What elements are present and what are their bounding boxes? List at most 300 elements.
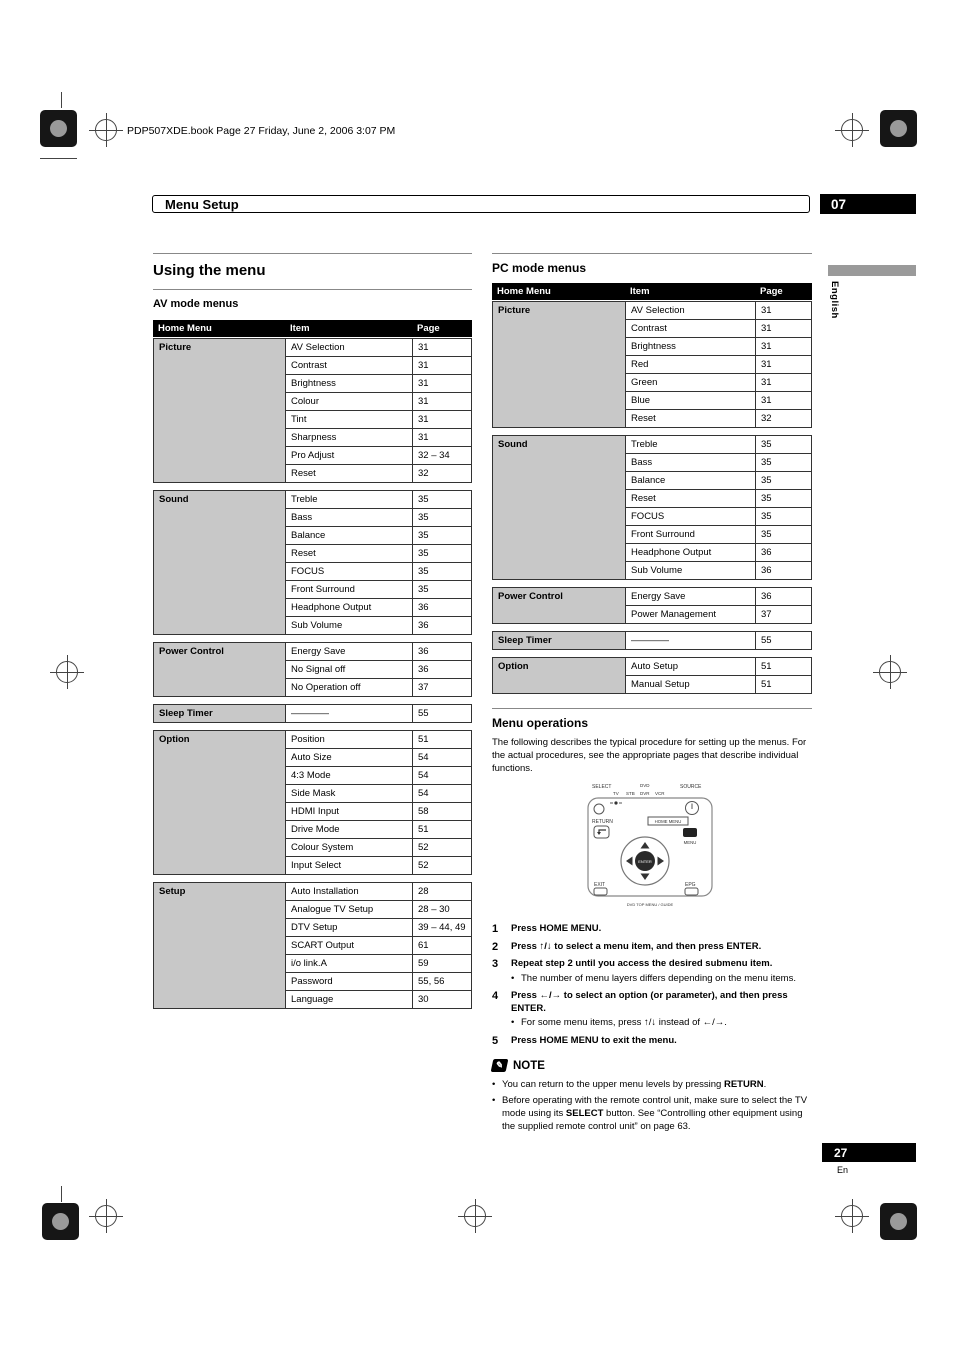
item-cell: Manual Setup bbox=[626, 676, 756, 693]
page-cell: 36 bbox=[418, 664, 429, 675]
page-cell: 28 – 30 bbox=[418, 904, 450, 915]
table-row bbox=[626, 632, 811, 649]
page-cell: 32 bbox=[761, 413, 772, 424]
bullet: • bbox=[492, 1079, 496, 1090]
page-cell: 54 bbox=[418, 788, 429, 799]
page-cell: 52 bbox=[418, 860, 429, 871]
registration-mark-square bbox=[880, 110, 917, 147]
table-row bbox=[286, 509, 471, 527]
return-label: RETURN bbox=[592, 819, 613, 825]
page-cell: 31 bbox=[418, 378, 429, 389]
step-body bbox=[511, 923, 812, 936]
item-cell: SCART Output bbox=[286, 937, 413, 954]
table-group bbox=[492, 657, 812, 694]
step-text: Press HOME MENU to exit the menu. bbox=[511, 1034, 677, 1046]
left-column bbox=[153, 253, 472, 1009]
item-cell: Pro Adjust bbox=[286, 447, 413, 464]
bullet: • bbox=[511, 1017, 515, 1028]
page-cell: 31 bbox=[418, 432, 429, 443]
step-text: Press ↑/↓ to select a menu item, and then press ENTER. bbox=[511, 940, 762, 952]
group-label: Sleep Timer bbox=[154, 705, 286, 722]
group-rows bbox=[286, 643, 471, 696]
crosshair-ring bbox=[879, 661, 901, 683]
registration-ball bbox=[890, 1213, 907, 1230]
group-rows bbox=[626, 302, 811, 427]
step-text: Repeat step 2 until you access the desired submenu item. bbox=[511, 958, 773, 969]
page-cell: 36 bbox=[418, 620, 429, 631]
page-cell: 35 bbox=[418, 548, 429, 559]
item-cell: Balance bbox=[626, 472, 756, 489]
table-row bbox=[286, 643, 471, 661]
page-cell: 35 bbox=[761, 493, 772, 504]
column-header: Item bbox=[290, 323, 310, 334]
group-rows bbox=[286, 491, 471, 634]
group-rows bbox=[286, 339, 471, 482]
page-cell: 31 bbox=[761, 323, 772, 334]
table-row bbox=[286, 767, 471, 785]
table-row bbox=[626, 454, 811, 472]
page-cell: 61 bbox=[418, 940, 429, 951]
item-cell: Sub Volume bbox=[626, 562, 756, 579]
page-cell: 55 bbox=[418, 708, 429, 719]
table-group bbox=[153, 882, 472, 1009]
table-row bbox=[286, 545, 471, 563]
note-title: NOTE bbox=[513, 1059, 545, 1072]
return-button bbox=[594, 826, 609, 838]
table-row bbox=[626, 526, 811, 544]
table-group bbox=[153, 490, 472, 635]
tv-label: TV bbox=[613, 791, 619, 796]
page-cell: 51 bbox=[418, 824, 429, 835]
item-cell: Brightness bbox=[626, 338, 756, 355]
table-row bbox=[626, 436, 811, 454]
item-cell: Sharpness bbox=[286, 429, 413, 446]
page-cell: 37 bbox=[418, 682, 429, 693]
page-cell: 35 bbox=[761, 475, 772, 486]
item-cell: Reset bbox=[286, 465, 413, 482]
page-cell: 51 bbox=[418, 734, 429, 745]
menu-label: MENU bbox=[683, 840, 697, 845]
table-row bbox=[286, 411, 471, 429]
item-cell: Treble bbox=[286, 491, 413, 508]
crosshair-ring bbox=[464, 1205, 486, 1227]
crosshair-mark bbox=[835, 113, 869, 147]
page-cell: 32 bbox=[418, 468, 429, 479]
up-arrow-icon bbox=[641, 842, 650, 849]
item-cell: Tint bbox=[286, 411, 413, 428]
item-cell: Auto Installation bbox=[286, 883, 413, 900]
note-header bbox=[492, 1059, 812, 1072]
dvr-label: DVR bbox=[640, 791, 650, 796]
menu-operations-intro: The following describes the typical procedure for setting up the menus. For the actual procedures, see the appropriate pages that describe individual functions. bbox=[492, 737, 807, 774]
registration-ball bbox=[50, 120, 67, 137]
page-cell: 31 bbox=[418, 342, 429, 353]
step-body bbox=[511, 1035, 812, 1048]
page-number-badge: 27 bbox=[822, 1143, 916, 1162]
column-header: Item bbox=[630, 286, 650, 297]
step-body bbox=[511, 958, 812, 985]
step-2 bbox=[492, 941, 812, 954]
table-row bbox=[626, 490, 811, 508]
trim-mark bbox=[61, 1186, 62, 1202]
item-cell: Brightness bbox=[286, 375, 413, 392]
registration-ball bbox=[890, 120, 907, 137]
step-number: 1 bbox=[492, 923, 499, 935]
crosshair-ring bbox=[56, 661, 78, 683]
page-cell: 35 bbox=[761, 439, 772, 450]
item-cell: Auto Size bbox=[286, 749, 413, 766]
table-header-row bbox=[492, 283, 812, 300]
table-row bbox=[286, 705, 471, 722]
column-header: Page bbox=[760, 286, 783, 297]
print-header: PDP507XDE.book Page 27 Friday, June 2, 2006 3:07 PM bbox=[127, 125, 396, 137]
page-cell: 35 bbox=[761, 457, 772, 468]
page-cell: 31 bbox=[418, 414, 429, 425]
page-cell: 54 bbox=[418, 752, 429, 763]
item-cell: Contrast bbox=[626, 320, 756, 337]
group-label: Picture bbox=[154, 339, 286, 482]
exit-button bbox=[594, 888, 607, 895]
remote-control-svg bbox=[582, 779, 722, 917]
step-body bbox=[511, 941, 812, 954]
group-label: Option bbox=[154, 731, 286, 874]
crosshair-mark bbox=[89, 1199, 123, 1233]
table-row bbox=[286, 599, 471, 617]
note-icon: ✎ bbox=[491, 1059, 509, 1072]
table-row bbox=[626, 658, 811, 676]
item-cell: Reset bbox=[626, 490, 756, 507]
table-row bbox=[286, 617, 471, 634]
bullet: • bbox=[492, 1095, 496, 1106]
registration-mark-square bbox=[42, 1203, 79, 1240]
page-cell: 51 bbox=[761, 679, 772, 690]
crosshair-ring bbox=[95, 119, 117, 141]
section-title: Using the menu bbox=[153, 253, 472, 290]
item-cell: Energy Save bbox=[286, 643, 413, 660]
av-mode-menus-heading: AV mode menus bbox=[153, 298, 239, 310]
table-row bbox=[286, 393, 471, 411]
home-menu-label: HOME MENU bbox=[654, 819, 682, 824]
crosshair-ring bbox=[95, 1205, 117, 1227]
page-cell: 31 bbox=[418, 360, 429, 371]
table-row bbox=[626, 606, 811, 623]
item-cell: Treble bbox=[626, 436, 756, 453]
item-cell: No Signal off bbox=[286, 661, 413, 678]
page-cell: 52 bbox=[418, 842, 429, 853]
source-label: SOURCE bbox=[680, 784, 702, 790]
group-rows bbox=[286, 883, 471, 1008]
menu-operations-heading: Menu operations bbox=[492, 708, 812, 730]
item-cell: Energy Save bbox=[626, 588, 756, 605]
table-row bbox=[626, 302, 811, 320]
table-row bbox=[286, 357, 471, 375]
item-cell: AV Selection bbox=[286, 339, 413, 356]
table-header-row bbox=[153, 320, 472, 337]
table-row bbox=[286, 731, 471, 749]
step-3 bbox=[492, 958, 812, 985]
step-text: Press HOME MENU. bbox=[511, 923, 602, 934]
down-arrow-icon bbox=[641, 874, 650, 881]
side-tab-bar bbox=[828, 265, 916, 276]
page-cell: 35 bbox=[418, 566, 429, 577]
right-column bbox=[492, 253, 812, 1136]
item-cell: FOCUS bbox=[286, 563, 413, 580]
table-row bbox=[626, 320, 811, 338]
table-row bbox=[286, 679, 471, 696]
group-rows bbox=[286, 731, 471, 874]
crosshair-mark bbox=[458, 1199, 492, 1233]
table-row bbox=[626, 374, 811, 392]
step-1 bbox=[492, 923, 812, 936]
page-cell: 31 bbox=[418, 396, 429, 407]
item-cell: Bass bbox=[286, 509, 413, 526]
item-cell: Language bbox=[286, 991, 413, 1008]
steps-list bbox=[492, 923, 812, 1047]
language-side-label: English bbox=[829, 281, 840, 319]
item-cell: FOCUS bbox=[626, 508, 756, 525]
table-row bbox=[286, 919, 471, 937]
page-cell: 37 bbox=[761, 609, 772, 620]
page-cell: 30 bbox=[418, 994, 429, 1005]
table-row bbox=[286, 339, 471, 357]
table-row bbox=[286, 491, 471, 509]
table-row bbox=[626, 356, 811, 374]
stb-label: STB bbox=[626, 791, 635, 796]
table-group bbox=[492, 301, 812, 428]
item-cell: Front Surround bbox=[626, 526, 756, 543]
page-cell: 51 bbox=[761, 661, 772, 672]
table-row bbox=[286, 901, 471, 919]
table-row bbox=[626, 392, 811, 410]
table-group bbox=[492, 435, 812, 580]
table-row bbox=[286, 527, 471, 545]
registration-mark-square bbox=[40, 110, 77, 147]
page-cell: 31 bbox=[761, 305, 772, 316]
item-cell: Headphone Output bbox=[626, 544, 756, 561]
table-row bbox=[286, 581, 471, 599]
table-row bbox=[286, 803, 471, 821]
table-row bbox=[626, 562, 811, 579]
table-row bbox=[286, 857, 471, 874]
step-text: Press ←/→ to select an option (or parameter), and then press ENTER. bbox=[511, 990, 788, 1014]
chapter-number-badge: 07 bbox=[820, 194, 916, 214]
table-group bbox=[492, 587, 812, 624]
item-cell: ———— bbox=[626, 632, 756, 649]
trim-mark bbox=[40, 158, 77, 159]
crosshair-mark bbox=[835, 1199, 869, 1233]
note-text: You can return to the upper menu levels by pressing RETURN. bbox=[502, 1079, 767, 1090]
page-cell: 55 bbox=[761, 635, 772, 646]
item-cell: Balance bbox=[286, 527, 413, 544]
item-cell: Power Management bbox=[626, 606, 756, 623]
group-label: Power Control bbox=[493, 588, 626, 623]
page-cell: 35 bbox=[418, 584, 429, 595]
group-label: Sound bbox=[154, 491, 286, 634]
page-language: En bbox=[837, 1165, 849, 1175]
remote-control-diagram bbox=[492, 779, 812, 917]
av-mode-menus-table bbox=[153, 320, 472, 1009]
table-group bbox=[153, 704, 472, 723]
item-cell: Sub Volume bbox=[286, 617, 413, 634]
page-cell: 36 bbox=[761, 591, 772, 602]
item-cell: Analogue TV Setup bbox=[286, 901, 413, 918]
page-cell: 31 bbox=[761, 341, 772, 352]
note-item bbox=[492, 1078, 812, 1091]
item-cell: Red bbox=[626, 356, 756, 373]
item-cell: No Operation off bbox=[286, 679, 413, 696]
page-cell: 35 bbox=[418, 494, 429, 505]
crosshair-mark bbox=[89, 113, 123, 147]
item-cell: Input Select bbox=[286, 857, 413, 874]
table-row bbox=[286, 749, 471, 767]
item-cell: Side Mask bbox=[286, 785, 413, 802]
registration-mark-square bbox=[880, 1203, 917, 1240]
table-row bbox=[286, 991, 471, 1008]
table-row bbox=[286, 785, 471, 803]
step-note bbox=[511, 973, 812, 986]
item-cell: Bass bbox=[626, 454, 756, 471]
crosshair-ring bbox=[841, 119, 863, 141]
step-4 bbox=[492, 990, 812, 1030]
table-row bbox=[286, 973, 471, 991]
item-cell: Drive Mode bbox=[286, 821, 413, 838]
note-list bbox=[492, 1078, 812, 1133]
note-text: Before operating with the remote control unit, make sure to select the TV mode using its SELECT button. See “Controlling other equipment using the supplied remote control unit” on page 63. bbox=[502, 1095, 808, 1132]
column-header: Page bbox=[417, 323, 440, 334]
select-label: SELECT bbox=[592, 784, 612, 790]
group-rows bbox=[286, 705, 471, 722]
item-cell: Password bbox=[286, 973, 413, 990]
crosshair-mark bbox=[873, 655, 907, 689]
table-group bbox=[153, 338, 472, 483]
item-cell: ———— bbox=[286, 705, 413, 722]
dvd-top-menu-guide-label: DVD TOP MENU / GUIDE bbox=[626, 902, 674, 907]
step-number: 2 bbox=[492, 940, 499, 953]
group-rows bbox=[626, 658, 811, 693]
table-group bbox=[153, 642, 472, 697]
item-cell: Blue bbox=[626, 392, 756, 409]
page-cell: 39 – 44, 49 bbox=[418, 922, 466, 933]
table-row bbox=[286, 429, 471, 447]
page-cell: 35 bbox=[761, 529, 772, 540]
column-header: Home Menu bbox=[158, 323, 212, 334]
step-note-text: The number of menu layers differs depending on the menu items. bbox=[521, 972, 796, 984]
table-row bbox=[286, 821, 471, 839]
registration-ball bbox=[52, 1213, 69, 1230]
page-cell: 31 bbox=[761, 377, 772, 388]
table-row bbox=[286, 955, 471, 973]
table-row bbox=[286, 563, 471, 581]
pc-mode-menus-table bbox=[492, 283, 812, 694]
page-cell: 32 – 34 bbox=[418, 450, 450, 461]
table-row bbox=[626, 544, 811, 562]
return-arrow-head-icon bbox=[597, 832, 601, 835]
chapter-bar bbox=[152, 195, 810, 213]
column-header: Home Menu bbox=[497, 286, 551, 297]
group-rows bbox=[626, 436, 811, 579]
table-row bbox=[286, 375, 471, 393]
step-number: 5 bbox=[492, 1034, 499, 1047]
item-cell: AV Selection bbox=[626, 302, 756, 319]
page-cell: 31 bbox=[761, 395, 772, 406]
step-body bbox=[511, 990, 812, 1030]
item-cell: Green bbox=[626, 374, 756, 391]
note-section bbox=[492, 1059, 812, 1133]
left-arrow-icon bbox=[626, 857, 633, 866]
page-cell: 59 bbox=[418, 958, 429, 969]
step-note-text: For some menu items, press ↑/↓ instead of ←/→. bbox=[521, 1017, 727, 1028]
table-row bbox=[286, 465, 471, 482]
table-row bbox=[286, 937, 471, 955]
table-group bbox=[492, 631, 812, 650]
vcr-label: VCR bbox=[655, 791, 665, 796]
page-cell: 31 bbox=[761, 359, 772, 370]
dvd-label: DVD bbox=[640, 783, 650, 788]
group-rows bbox=[626, 588, 811, 623]
crosshair-mark bbox=[50, 655, 84, 689]
group-rows bbox=[626, 632, 811, 649]
table-row bbox=[626, 472, 811, 490]
item-cell: 4:3 Mode bbox=[286, 767, 413, 784]
item-cell: Colour bbox=[286, 393, 413, 410]
group-label: Sleep Timer bbox=[493, 632, 626, 649]
item-cell: Headphone Output bbox=[286, 599, 413, 616]
crosshair-ring bbox=[841, 1205, 863, 1227]
item-cell: Reset bbox=[286, 545, 413, 562]
select-button bbox=[594, 804, 604, 814]
table-row bbox=[626, 338, 811, 356]
trim-mark bbox=[61, 92, 62, 108]
table-row bbox=[286, 447, 471, 465]
page-cell: 35 bbox=[418, 530, 429, 541]
item-cell: Front Surround bbox=[286, 581, 413, 598]
table-row bbox=[626, 676, 811, 693]
group-label: Power Control bbox=[154, 643, 286, 696]
exit-label: EXIT bbox=[594, 882, 606, 888]
menu-button bbox=[683, 828, 697, 837]
page-cell: 36 bbox=[761, 547, 772, 558]
right-arrow-icon bbox=[658, 857, 665, 866]
item-cell: Auto Setup bbox=[626, 658, 756, 675]
table-row bbox=[286, 661, 471, 679]
table-group bbox=[153, 730, 472, 875]
item-cell: HDMI Input bbox=[286, 803, 413, 820]
item-cell: Position bbox=[286, 731, 413, 748]
table-row bbox=[626, 410, 811, 427]
item-cell: Contrast bbox=[286, 357, 413, 374]
epg-label: EPG bbox=[685, 882, 696, 888]
page-cell: 58 bbox=[418, 806, 429, 817]
group-label: Setup bbox=[154, 883, 286, 1008]
item-cell: DTV Setup bbox=[286, 919, 413, 936]
page-cell: 36 bbox=[418, 646, 429, 657]
table-row bbox=[286, 883, 471, 901]
page-cell: 54 bbox=[418, 770, 429, 781]
table-row bbox=[286, 839, 471, 857]
chapter-title: Menu Setup bbox=[165, 196, 239, 212]
enter-label: ENTER bbox=[638, 858, 652, 864]
mode-indicator-icon bbox=[614, 801, 617, 804]
group-label: Option bbox=[493, 658, 626, 693]
table-row bbox=[626, 508, 811, 526]
item-cell: Colour System bbox=[286, 839, 413, 856]
item-cell: Reset bbox=[626, 410, 756, 427]
page-cell: 35 bbox=[761, 511, 772, 522]
step-note bbox=[511, 1017, 812, 1030]
note-item bbox=[492, 1094, 812, 1133]
group-label: Picture bbox=[493, 302, 626, 427]
step-number: 4 bbox=[492, 990, 499, 1002]
